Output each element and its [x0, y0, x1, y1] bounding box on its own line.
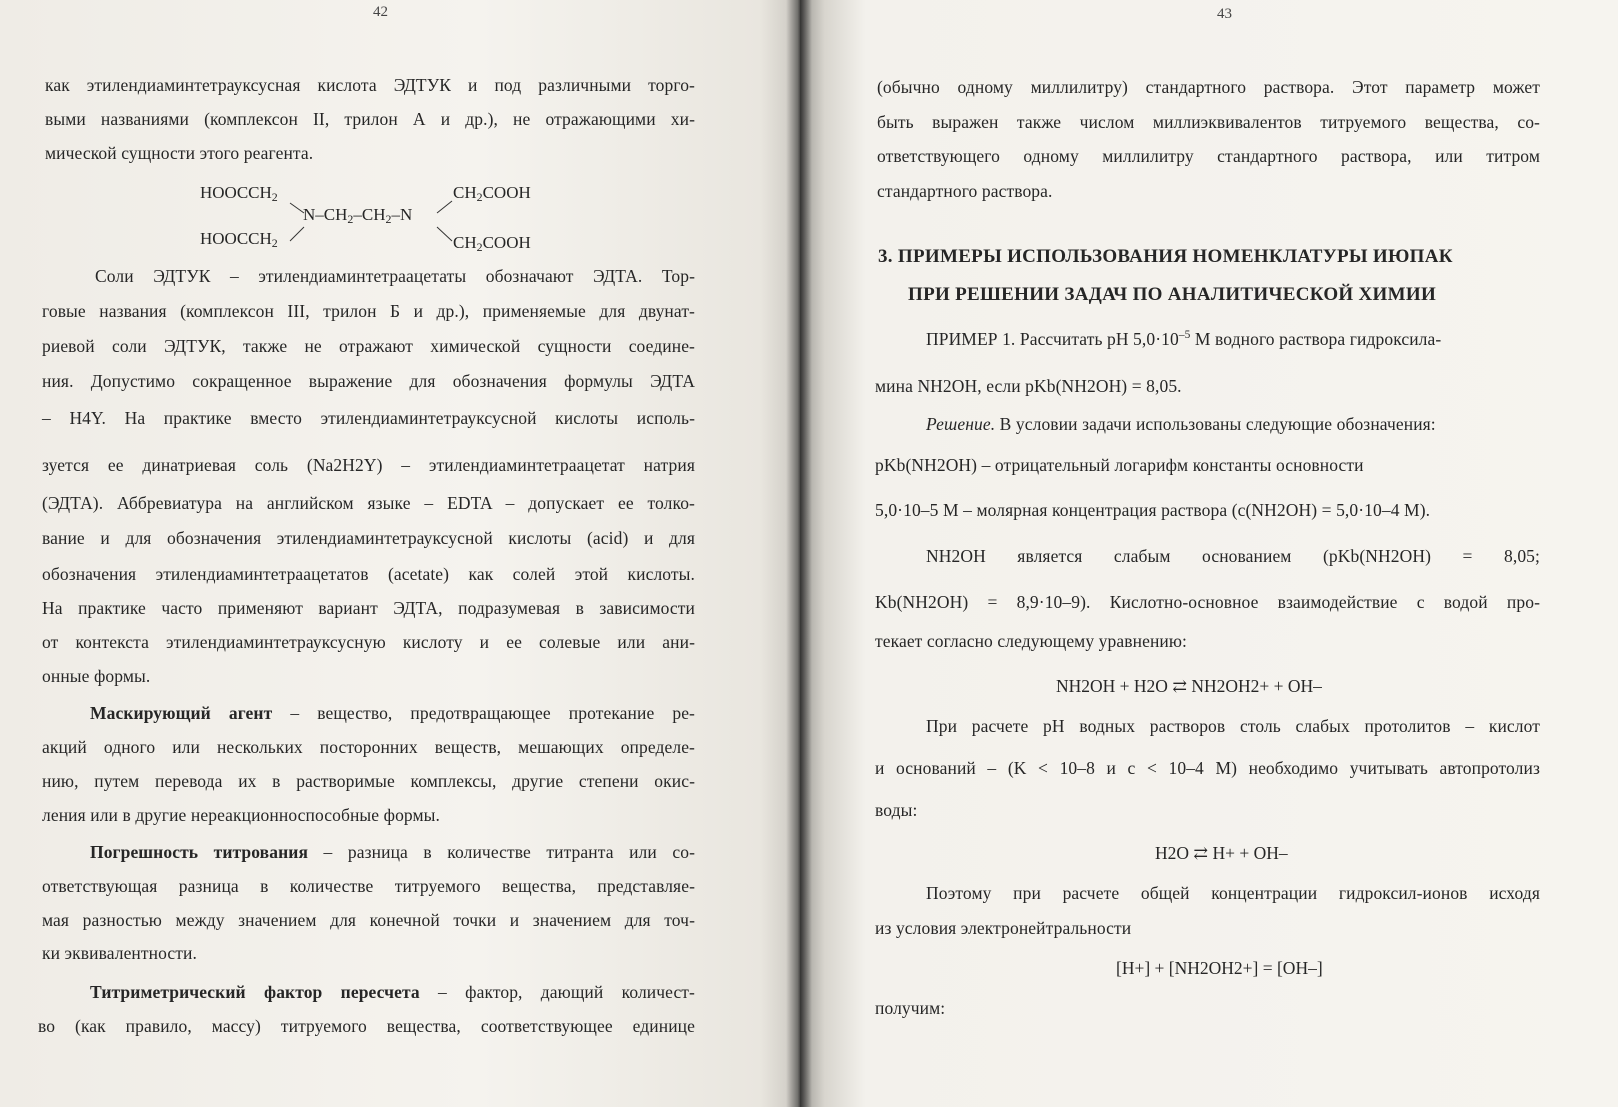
solution-label: Решение.	[926, 414, 996, 434]
section-heading: 3. ПРИМЕРЫ ИСПОЛЬЗОВАНИЯ НОМЕНКЛАТУРЫ ИЮПАК	[878, 246, 1453, 267]
structure-label: $CH_2COOH$	[453, 183, 531, 204]
text-line: ответствующего одному миллилитру стандартного раствора, или титром	[877, 146, 1540, 166]
term-bold: Титриметрический фактор пересчета	[90, 982, 420, 1002]
text-line: Маскирующий агент – вещество, предотвращающее протекание ре-	[90, 703, 695, 723]
text-line: Kb(NH2OH) = 8,9·10–9). Кислотно-основное взаимодействие с водой про-	[875, 592, 1540, 612]
text-line: из условия электронейтральности	[875, 918, 1132, 938]
text-line: Титриметрический фактор пересчета – фактор, дающий количест-	[90, 982, 695, 1002]
text-line: говые названия (комплексон III, трилон Б и др.), применяемые для двунат-	[42, 301, 695, 321]
text-line: При расчете pH водных растворов столь слабых протолитов – кислот	[926, 716, 1540, 736]
text-line: риевой соли ЭДТУК, также не отражают химической сущности соедине-	[42, 336, 695, 356]
structure-label: $HOOCCH_2$	[200, 229, 278, 250]
term-bold: Маскирующий агент	[90, 703, 273, 723]
text-line: ПРИМЕР 1. Рассчитать pH $5,0\cdot 10^{-5}$ М водного раствора гидроксила-	[926, 329, 1442, 349]
text-line: во (как правило, массу) титруемого вещества, соответствующее единице	[38, 1016, 695, 1036]
text-line: мической сущности этого реагента.	[45, 143, 314, 163]
text-line: На практике часто применяют вариант ЭДТА, подразумевая в зависимости	[42, 598, 695, 618]
text-line: как этилендиаминтетрауксусная кислота ЭДТУК и под различными торго-	[45, 75, 695, 95]
left-page	[0, 0, 800, 1107]
text-line: – H4Y. На практике вместо этилендиаминтетрауксусной кислоты исполь-	[42, 408, 695, 428]
text-line: NH2OH является слабым основанием (pKb(NH2OH) = 8,05;	[926, 546, 1540, 566]
structure-label: $CH_2COOH$	[453, 233, 531, 254]
text-line: ки эквивалентности.	[42, 943, 197, 963]
text-line: зуется ее динатриевая соль (Na2H2Y) – этилендиаминтетраацетат натрия	[42, 455, 695, 475]
text-line: онные формы.	[42, 666, 151, 686]
text-line: воды:	[875, 800, 918, 820]
text-line: текает согласно следующему уравнению:	[875, 631, 1188, 651]
equation: [H+] + [NH2OH2+] = [OH–]	[1116, 958, 1323, 978]
text-line: получим:	[875, 998, 946, 1018]
book-gutter	[786, 0, 812, 1107]
text-line: ления или в другие нереакционноспособные формы.	[42, 805, 441, 825]
structure-label: $HOOCCH_2$	[200, 183, 278, 204]
text-line: обозначения этилендиаминтетраацетатов (acetate) как солей этой кислоты.	[42, 564, 695, 584]
text-line: акций одного или нескольких посторонних веществ, мешающих определе-	[42, 737, 695, 757]
text-line: и оснований – (K < 10–8 и c < 10–4 М) необходимо учитывать автопротолиз	[875, 758, 1540, 778]
text-line: вание и для обозначения этилендиаминтетрауксусной кислоты (acid) и для	[42, 528, 695, 548]
text-line: (обычно одному миллилитру) стандартного раствора. Этот параметр может	[877, 77, 1540, 97]
equation: H2O ⇄ H+ + OH–	[1155, 843, 1288, 863]
equation: NH2OH + H2O ⇄ NH2OH2+ + OH–	[1056, 676, 1322, 696]
text-line: нию, путем перевода их в растворимые комплексы, другие степени окис-	[42, 771, 695, 791]
text-line: (ЭДТА). Аббревиатура на английском языке – EDTA – допускает ее толко-	[42, 493, 695, 513]
text-line: мина NH2OH, если pKb(NH2OH) = 8,05.	[875, 376, 1182, 396]
structure-label: $N-CH_2-CH_2-N$	[303, 205, 413, 226]
text-line: Погрешность титрования – разница в количестве титранта или со-	[90, 842, 696, 862]
term-bold: Погрешность титрования	[90, 842, 309, 862]
page-number: 43	[1217, 6, 1232, 22]
text-line: от контекста этилендиаминтетрауксусную кислоту и ее солевые или ани-	[42, 632, 695, 652]
text-line: ответствующая разница в количестве титруемого вещества, представляе-	[42, 876, 695, 896]
right-page	[800, 0, 1618, 1107]
text-line: Соли ЭДТУК – этилендиаминтетраацетаты обозначают ЭДТА. Тор-	[95, 266, 695, 286]
text-line: 5,0·10–5 М – молярная концентрация раствора (c(NH2OH) = 5,0·10–4 М).	[875, 500, 1431, 520]
text-line: мая разностью между значением для конечной точки и значением для точ-	[42, 910, 695, 930]
text-line: pKb(NH2OH) – отрицательный логарифм константы основности	[875, 455, 1364, 475]
text-line: быть выражен также числом миллиэквивалентов титруемого вещества, со-	[877, 112, 1540, 132]
text-line: Решение. В условии задачи использованы следующие обозначения:	[926, 414, 1436, 434]
section-heading: ПРИ РЕШЕНИИ ЗАДАЧ ПО АНАЛИТИЧЕСКОЙ ХИМИИ	[908, 284, 1437, 305]
text-line: ния. Допустимо сокращенное выражение для обозначения формулы ЭДТА	[42, 371, 695, 391]
text-line: выми названиями (комплексон II, трилон А и др.), не отражающими хи-	[45, 109, 695, 129]
page-number: 42	[373, 4, 388, 20]
text-line: Поэтому при расчете общей концентрации гидроксил-ионов исходя	[926, 883, 1540, 903]
text-line: стандартного раствора.	[877, 181, 1053, 201]
edta-structure	[200, 183, 570, 263]
